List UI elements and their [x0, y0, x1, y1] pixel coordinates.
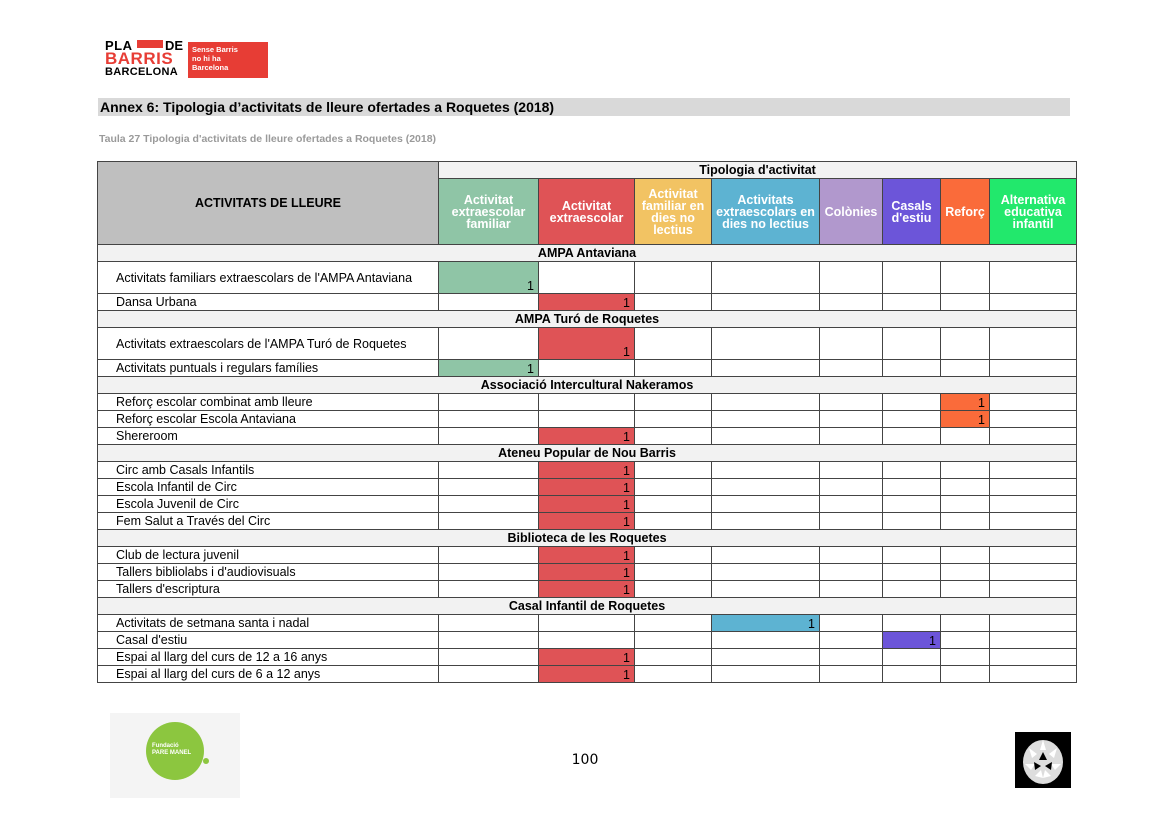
table-row	[98, 411, 1077, 428]
group-row	[98, 245, 1077, 262]
empty-cell	[539, 394, 635, 411]
empty-cell	[712, 581, 820, 598]
empty-cell	[712, 547, 820, 564]
activity-name: Activitats de setmana santa i nadal	[98, 615, 439, 632]
activity-name: Espai al llarg del curs de 12 a 16 anys	[98, 649, 439, 666]
empty-cell	[635, 632, 712, 649]
empty-cell	[635, 294, 712, 311]
empty-cell	[883, 564, 941, 581]
empty-cell	[712, 262, 820, 294]
table-row	[98, 581, 1077, 598]
empty-cell	[712, 632, 820, 649]
empty-cell	[439, 411, 539, 428]
value-cell: 1	[539, 581, 635, 598]
empty-cell	[941, 649, 990, 666]
annex-heading: Annex 6: Tipologia d’activitats de lleure ofertades a Roquetes (2018)	[98, 98, 1070, 116]
row-header: ACTIVITATS DE LLEURE	[98, 162, 439, 245]
group-row	[98, 311, 1077, 328]
empty-cell	[635, 360, 712, 377]
column-header: Activitat extraescolar	[539, 179, 635, 245]
empty-cell	[820, 564, 883, 581]
empty-cell	[941, 581, 990, 598]
empty-cell	[820, 615, 883, 632]
group-row	[98, 377, 1077, 394]
page-number: 100	[571, 752, 599, 768]
empty-cell	[712, 428, 820, 445]
empty-cell	[712, 328, 820, 360]
empty-cell	[990, 360, 1077, 377]
table-row	[98, 262, 1077, 294]
empty-cell	[635, 496, 712, 513]
fpm-dot	[203, 758, 209, 764]
empty-cell	[712, 564, 820, 581]
empty-cell	[635, 547, 712, 564]
empty-cell	[635, 262, 712, 294]
value-cell: 1	[539, 564, 635, 581]
group-row	[98, 598, 1077, 615]
empty-cell	[990, 615, 1077, 632]
value-cell: 1	[539, 462, 635, 479]
empty-cell	[820, 479, 883, 496]
activity-name: Activitats extraescolars de l'AMPA Turó de Roquetes	[98, 328, 439, 360]
empty-cell	[439, 564, 539, 581]
table-row	[98, 462, 1077, 479]
table-row	[98, 294, 1077, 311]
logo-red-bar	[137, 40, 163, 48]
empty-cell	[439, 513, 539, 530]
empty-cell	[635, 666, 712, 683]
empty-cell	[820, 394, 883, 411]
empty-cell	[820, 581, 883, 598]
empty-cell	[941, 462, 990, 479]
value-cell: 1	[439, 360, 539, 377]
empty-cell	[883, 411, 941, 428]
empty-cell	[883, 262, 941, 294]
empty-cell	[635, 328, 712, 360]
empty-cell	[883, 394, 941, 411]
empty-cell	[712, 496, 820, 513]
logo-tagline-1: Sense Barris	[192, 45, 238, 54]
value-cell: 1	[539, 328, 635, 360]
empty-cell	[439, 581, 539, 598]
empty-cell	[990, 496, 1077, 513]
empty-cell	[539, 360, 635, 377]
group-name: Biblioteca de les Roquetes	[98, 530, 1077, 547]
empty-cell	[712, 666, 820, 683]
empty-cell	[712, 294, 820, 311]
empty-cell	[990, 262, 1077, 294]
column-header: Activitats extraescolars en dies no lectius	[712, 179, 820, 245]
group-header: Tipologia d'activitat	[439, 162, 1077, 179]
empty-cell	[883, 328, 941, 360]
activity-name: Shereroom	[98, 428, 439, 445]
empty-cell	[990, 479, 1077, 496]
empty-cell	[941, 328, 990, 360]
group-name: Associació Intercultural Nakeramos	[98, 377, 1077, 394]
fpm-text	[152, 743, 191, 757]
empty-cell	[820, 513, 883, 530]
activity-name: Circ amb Casals Infantils	[98, 462, 439, 479]
empty-cell	[439, 394, 539, 411]
empty-cell	[820, 328, 883, 360]
value-cell: 1	[883, 632, 941, 649]
empty-cell	[635, 479, 712, 496]
column-header: Casals d'estiu	[883, 179, 941, 245]
empty-cell	[820, 428, 883, 445]
empty-cell	[941, 479, 990, 496]
empty-cell	[883, 666, 941, 683]
activity-name: Activitats familiars extraescolars de l'AMPA Antaviana	[98, 262, 439, 294]
empty-cell	[820, 632, 883, 649]
empty-cell	[820, 360, 883, 377]
table-row	[98, 479, 1077, 496]
value-cell: 1	[941, 394, 990, 411]
table-row	[98, 649, 1077, 666]
empty-cell	[990, 547, 1077, 564]
logo-tagline-3: Barcelona	[192, 63, 229, 72]
empty-cell	[820, 462, 883, 479]
logo-tagline	[188, 42, 268, 78]
empty-cell	[990, 632, 1077, 649]
value-cell: 1	[539, 649, 635, 666]
empty-cell	[439, 428, 539, 445]
empty-cell	[941, 547, 990, 564]
activity-name: Reforç escolar Escola Antaviana	[98, 411, 439, 428]
empty-cell	[941, 513, 990, 530]
empty-cell	[635, 615, 712, 632]
empty-cell	[712, 479, 820, 496]
logo-text-de: DE	[165, 38, 184, 53]
empty-cell	[820, 649, 883, 666]
table-row	[98, 328, 1077, 360]
pinecone-logo	[1015, 732, 1071, 788]
empty-cell	[539, 411, 635, 428]
empty-cell	[990, 513, 1077, 530]
empty-cell	[941, 496, 990, 513]
logo-text-barris: BARRIS	[105, 49, 174, 68]
table-row	[98, 496, 1077, 513]
table-row	[98, 360, 1077, 377]
empty-cell	[990, 564, 1077, 581]
activity-name: Activitats puntuals i regulars famílies	[98, 360, 439, 377]
empty-cell	[883, 649, 941, 666]
activity-name: Tallers bibliolabs i d'audiovisuals	[98, 564, 439, 581]
pla-de-barris-logo	[105, 39, 268, 79]
activity-name: Casal d'estiu	[98, 632, 439, 649]
empty-cell	[990, 294, 1077, 311]
column-header: Activitat familiar en dies no lectius	[635, 179, 712, 245]
activity-name: Escola Juvenil de Circ	[98, 496, 439, 513]
empty-cell	[712, 462, 820, 479]
column-header: Alternativa educativa infantil	[990, 179, 1077, 245]
table-body	[98, 245, 1077, 683]
group-row	[98, 530, 1077, 547]
empty-cell	[820, 411, 883, 428]
column-header: Activitat extraescolar familiar	[439, 179, 539, 245]
empty-cell	[990, 428, 1077, 445]
empty-cell	[439, 632, 539, 649]
activity-name: Fem Salut a Través del Circ	[98, 513, 439, 530]
empty-cell	[712, 513, 820, 530]
empty-cell	[883, 547, 941, 564]
empty-cell	[635, 649, 712, 666]
empty-cell	[883, 496, 941, 513]
value-cell: 1	[539, 666, 635, 683]
empty-cell	[883, 513, 941, 530]
fundacio-pare-manel-logo	[110, 713, 240, 798]
logo-text-pla: PLA	[105, 38, 133, 53]
logo-tagline-2: no hi ha	[192, 54, 221, 63]
value-cell: 1	[539, 496, 635, 513]
table-row	[98, 547, 1077, 564]
activity-name: Espai al llarg del curs de 6 a 12 anys	[98, 666, 439, 683]
empty-cell	[439, 666, 539, 683]
empty-cell	[883, 615, 941, 632]
column-header: Reforç	[941, 179, 990, 245]
table-row	[98, 666, 1077, 683]
fpm-text-line1: Fundació	[152, 743, 179, 749]
empty-cell	[820, 294, 883, 311]
empty-cell	[820, 547, 883, 564]
empty-cell	[539, 632, 635, 649]
logo-text-barcelona: BARCELONA	[105, 66, 178, 78]
empty-cell	[635, 513, 712, 530]
empty-cell	[635, 394, 712, 411]
activities-table	[97, 161, 1077, 683]
empty-cell	[820, 262, 883, 294]
empty-cell	[439, 649, 539, 666]
activity-name: Tallers d'escriptura	[98, 581, 439, 598]
empty-cell	[439, 479, 539, 496]
value-cell: 1	[712, 615, 820, 632]
group-name: Casal Infantil de Roquetes	[98, 598, 1077, 615]
empty-cell	[883, 462, 941, 479]
empty-cell	[439, 462, 539, 479]
empty-cell	[990, 394, 1077, 411]
activity-name: Escola Infantil de Circ	[98, 479, 439, 496]
empty-cell	[883, 360, 941, 377]
value-cell: 1	[439, 262, 539, 294]
empty-cell	[990, 328, 1077, 360]
empty-cell	[439, 294, 539, 311]
empty-cell	[990, 649, 1077, 666]
empty-cell	[990, 666, 1077, 683]
empty-cell	[941, 632, 990, 649]
activity-name: Reforç escolar combinat amb lleure	[98, 394, 439, 411]
empty-cell	[883, 479, 941, 496]
fpm-text-line2: PARE MANEL	[152, 750, 192, 756]
empty-cell	[941, 294, 990, 311]
empty-cell	[941, 262, 990, 294]
empty-cell	[439, 496, 539, 513]
table-row	[98, 394, 1077, 411]
empty-cell	[439, 547, 539, 564]
empty-cell	[941, 615, 990, 632]
empty-cell	[883, 581, 941, 598]
empty-cell	[635, 581, 712, 598]
activity-name: Dansa Urbana	[98, 294, 439, 311]
empty-cell	[990, 462, 1077, 479]
value-cell: 1	[539, 513, 635, 530]
empty-cell	[820, 666, 883, 683]
value-cell: 1	[539, 547, 635, 564]
empty-cell	[820, 496, 883, 513]
table-row	[98, 428, 1077, 445]
value-cell: 1	[539, 479, 635, 496]
group-name: AMPA Turó de Roquetes	[98, 311, 1077, 328]
empty-cell	[883, 294, 941, 311]
value-cell: 1	[539, 294, 635, 311]
empty-cell	[712, 649, 820, 666]
empty-cell	[941, 360, 990, 377]
table-caption: Taula 27 Tipologia d'activitats de lleure ofertades a Roquetes (2018)	[99, 133, 437, 145]
empty-cell	[635, 462, 712, 479]
empty-cell	[883, 428, 941, 445]
empty-cell	[539, 262, 635, 294]
empty-cell	[712, 394, 820, 411]
empty-cell	[990, 581, 1077, 598]
group-name: AMPA Antaviana	[98, 245, 1077, 262]
empty-cell	[635, 411, 712, 428]
column-header: Colònies	[820, 179, 883, 245]
table-row	[98, 632, 1077, 649]
empty-cell	[712, 411, 820, 428]
group-name: Ateneu Popular de Nou Barris	[98, 445, 1077, 462]
table-row	[98, 513, 1077, 530]
activity-name: Club de lectura juvenil	[98, 547, 439, 564]
empty-cell	[439, 328, 539, 360]
empty-cell	[439, 615, 539, 632]
empty-cell	[941, 564, 990, 581]
empty-cell	[941, 666, 990, 683]
empty-cell	[990, 411, 1077, 428]
table-row	[98, 564, 1077, 581]
value-cell: 1	[941, 411, 990, 428]
table-row	[98, 615, 1077, 632]
empty-cell	[712, 360, 820, 377]
empty-cell	[635, 564, 712, 581]
group-row	[98, 445, 1077, 462]
empty-cell	[635, 428, 712, 445]
empty-cell	[941, 428, 990, 445]
empty-cell	[539, 615, 635, 632]
value-cell: 1	[539, 428, 635, 445]
